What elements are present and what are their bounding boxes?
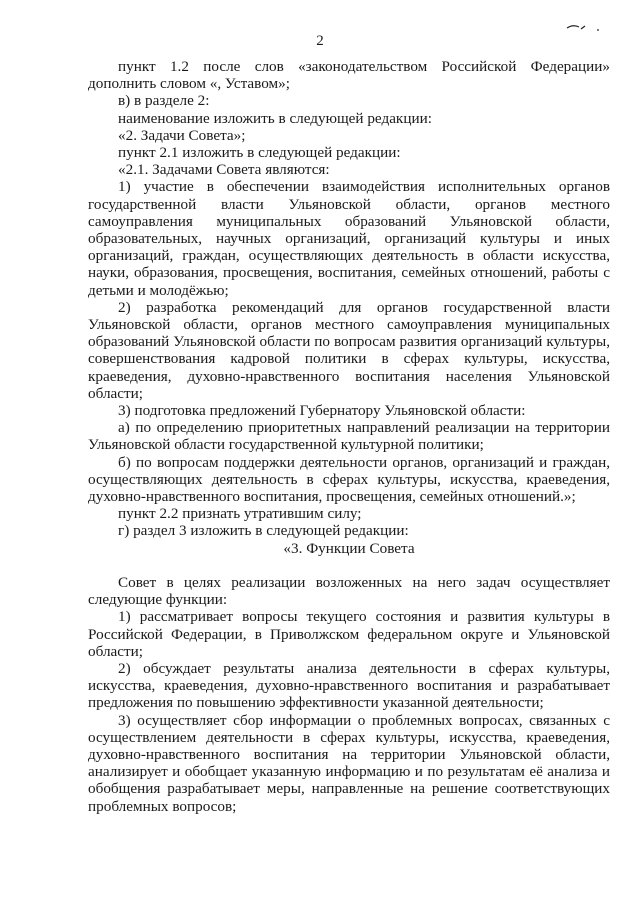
paragraph-point-2-2: пункт 2.2 признать утратившим силу; xyxy=(118,505,362,523)
list-item-function-1: 1) рассматривает вопросы текущего состояния и развития культуры в Российской Федерации, в Приволжском федеральном округе и Ульяновской области; xyxy=(88,608,610,660)
list-item-task-2: 2) разработка рекомендаций для органов государственной власти Ульяновской области, органов местного самоуправления муниципальных образований Ульяновской области по вопросам развития организаций культуры, совершенствования кадровой политики в сферах культуры, искусства, краеведения, духовно-нравственного воспитания населения Ульяновской области; xyxy=(88,298,610,402)
section-3-heading: «3. Функции Совета xyxy=(283,539,415,557)
paragraph-functions-intro: Совет в целях реализации возложенных на него задач осуществляет следующие функции: xyxy=(88,573,610,609)
list-item-task-3b: б) по вопросам поддержки деятельности органов, организаций и граждан, осуществляющих деятельность в сферах культуры, искусства, краеведения, духовно-нравственного воспитания, просвещения, семейных отношений.»; xyxy=(88,453,610,506)
paragraph-point-2-1-heading: «2.1. Задачами Совета являются: xyxy=(118,161,330,179)
page-number: 2 xyxy=(316,33,324,49)
list-item-task-1: 1) участие в обеспечении взаимодействия исполнительных органов государственной власти Ульяновской области, органов местного самоуправления муниципальных образований Ульяновской области, образовательных, научных организаций, организаций культуры и иных организаций, граждан, осуществляющих деятельность в области искусства, науки, образования, просвещения, воспитания, семейных отношений, работы с детьми и молодёжью; xyxy=(88,178,610,299)
paragraph-point-2-1-intro: пункт 2.1 изложить в следующей редакции: xyxy=(118,144,401,162)
document-body xyxy=(88,58,610,815)
list-item-task-3: 3) подготовка предложений Губернатору Ульяновской области: xyxy=(118,402,526,420)
paragraph-section-2-title: «2. Задачи Совета»; xyxy=(118,126,246,144)
paragraph-title-change: наименование изложить в следующей редакции: xyxy=(118,109,432,127)
paragraph-section-2-intro: в) в разделе 2: xyxy=(118,92,210,110)
paragraph-section-3-intro: г) раздел 3 изложить в следующей редакции: xyxy=(118,522,409,540)
list-item-function-2: 2) обсуждает результаты анализа деятельности в сферах культуры, искусства, краеведения, духовно-нравственного воспитания и разрабатывает предложения по повышению эффективности указанной деятельности; xyxy=(88,659,610,712)
scan-mark-icon xyxy=(565,20,605,34)
list-item-task-3a: а) по определению приоритетных направлений реализации на территории Ульяновской области государственной культурной политики; xyxy=(88,419,610,454)
paragraph-point-1-2: пункт 1.2 после слов «законодательством Российской Федерации» дополнить словом «, Уставом»; xyxy=(88,58,610,93)
list-item-function-3: 3) осуществляет сбор информации о проблемных вопросах, связанных с осуществлением деятельности в сферах культуры, искусства, краеведения, духовно-нравственного воспитания на территории Ульяновской области, анализирует и обобщает указанную информацию и по результатам её анализа и обобщения разрабатывает меры, направленные на решение соответствующих проблемных вопросов; xyxy=(88,711,610,815)
